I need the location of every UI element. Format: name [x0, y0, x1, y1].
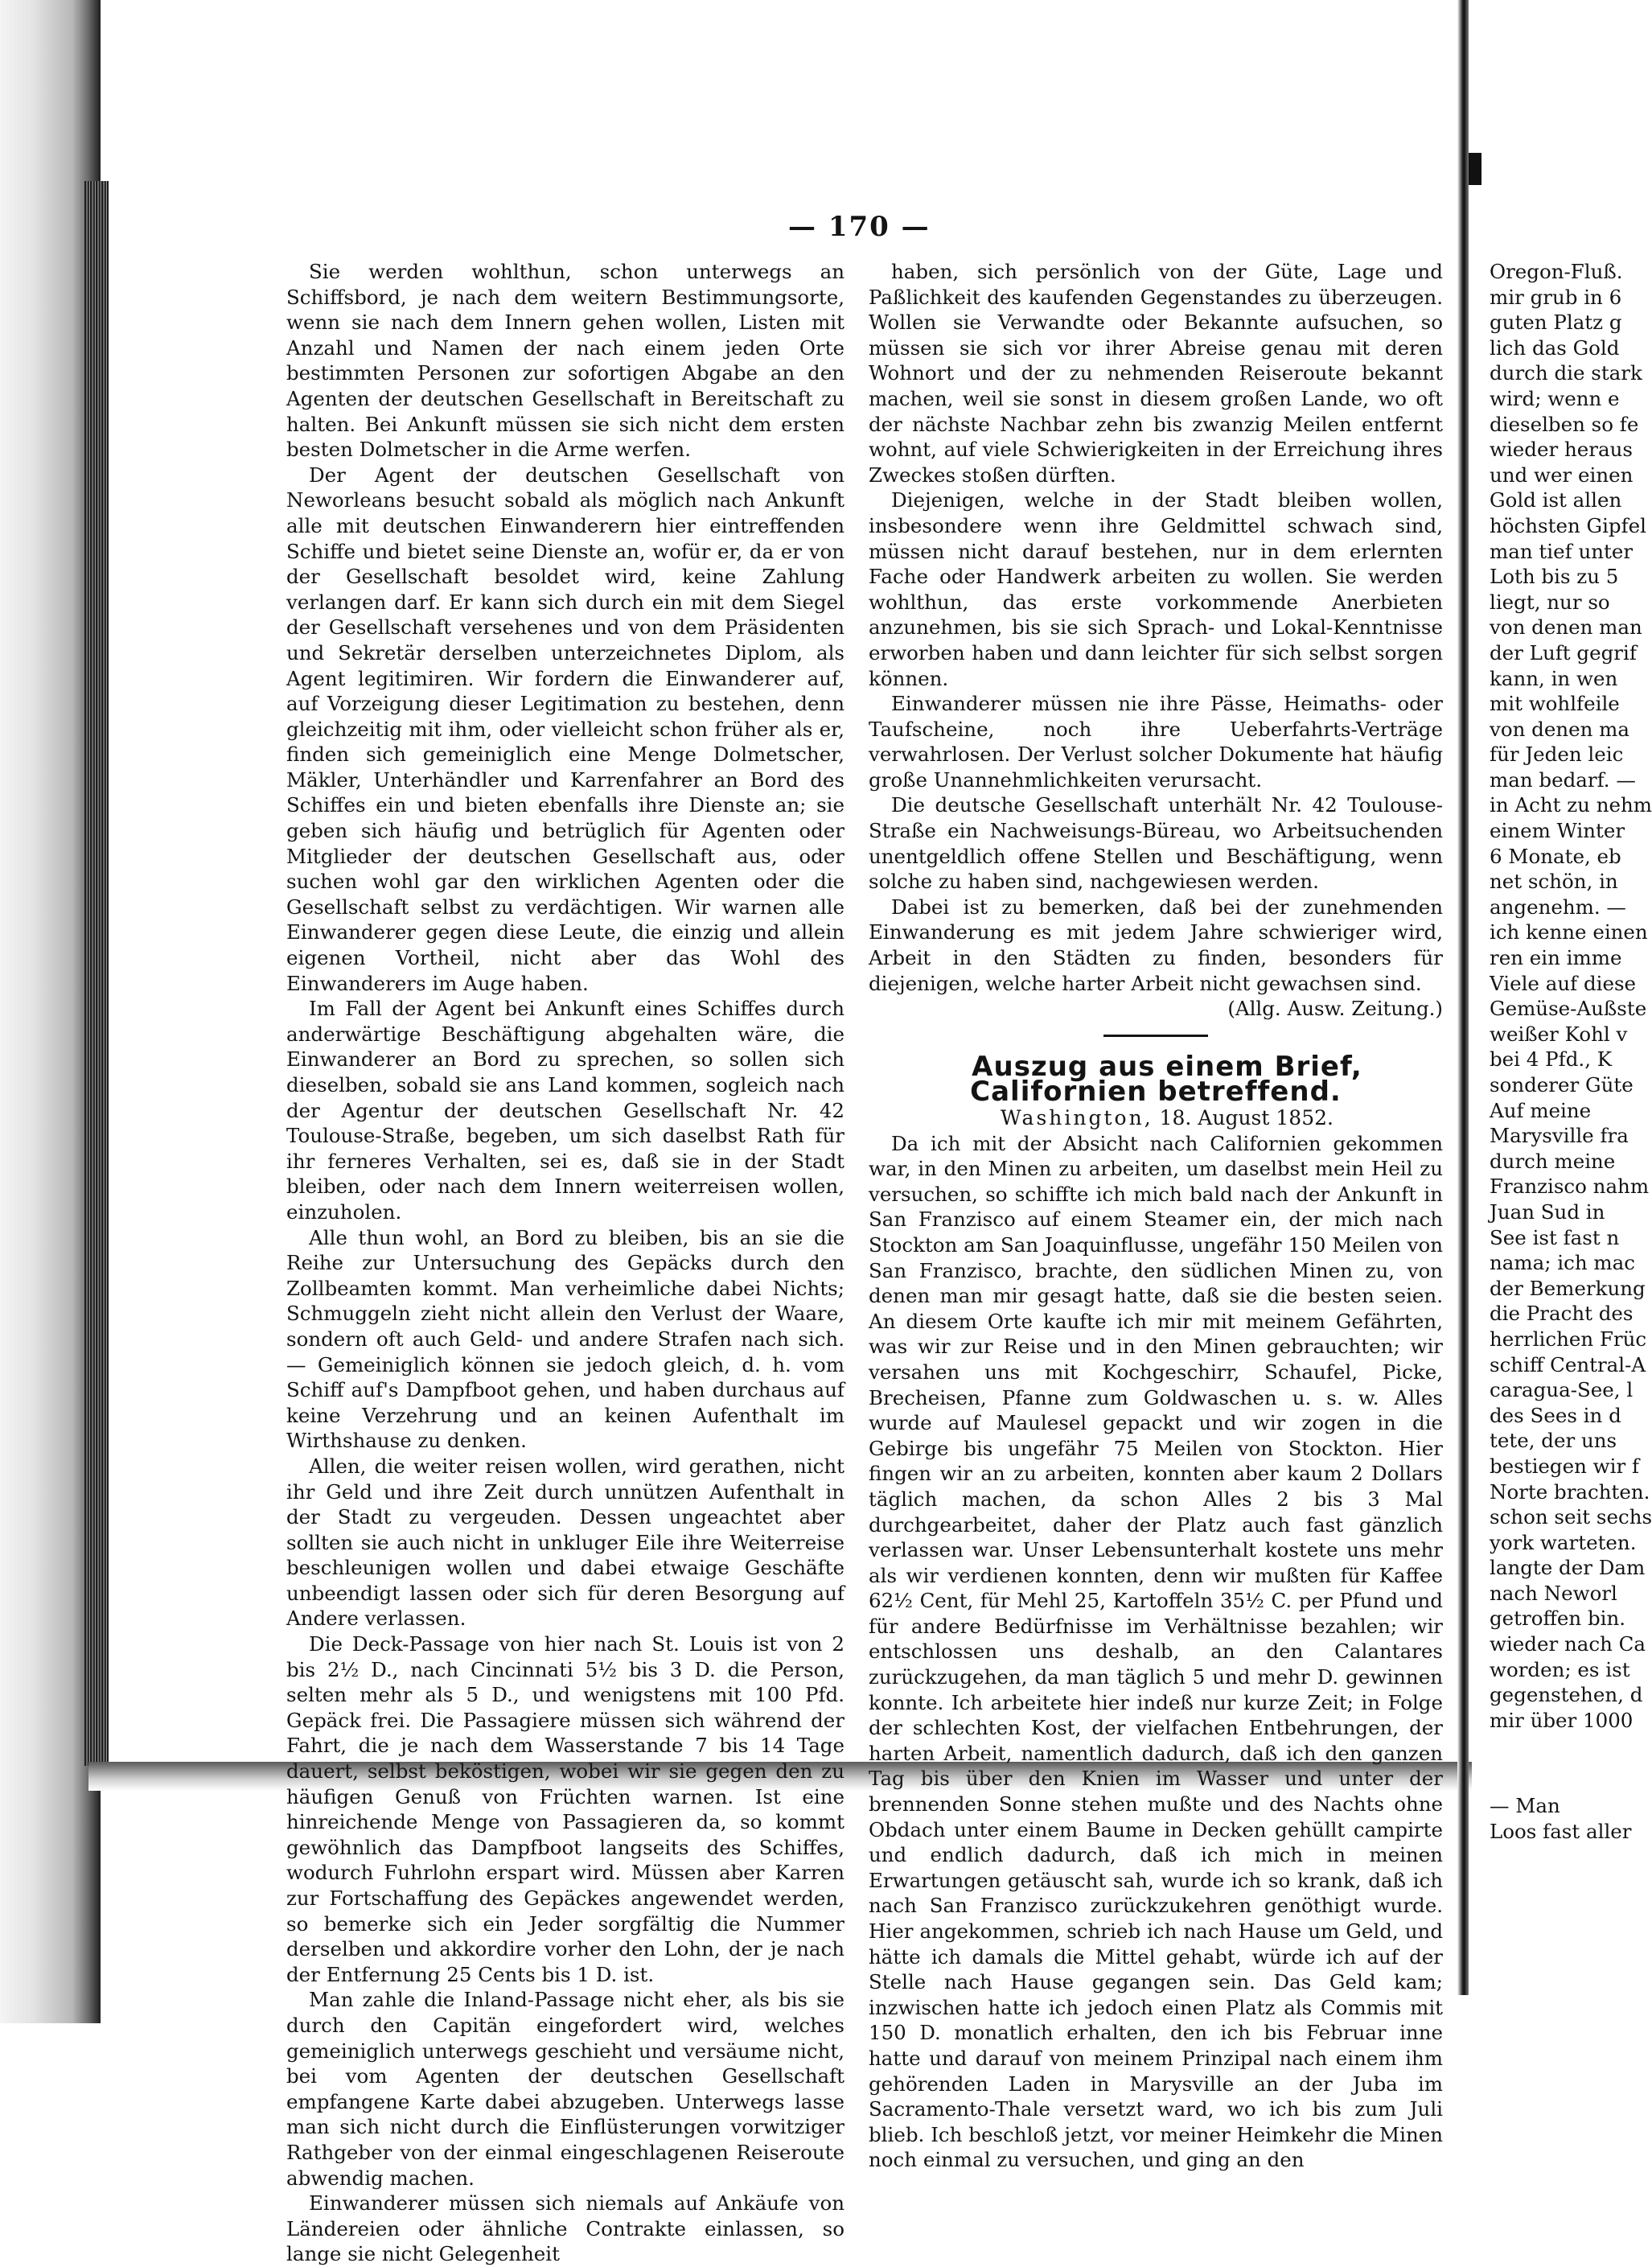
line: durch meine [1490, 1149, 1616, 1173]
line: weißer Kohl v [1490, 1022, 1628, 1046]
line: einem Winter [1490, 819, 1625, 843]
line: net schön, in [1490, 870, 1618, 894]
line: Auf meine [1490, 1098, 1592, 1122]
line: durch die stark [1490, 361, 1642, 385]
line: sonderer Güte [1490, 1073, 1634, 1096]
paragraph: Allen, die weiter reisen wollen, wird gerathen, nicht ihr Geld und ihre Zeit durch unnützen Aufenthalt in der Stadt zu vergeuden. Dessen ungeachtet aber sollten sie auch nicht in unkluger Eile ihre Weiterreise beschleunigen wollen und dabei etwaige Geschäfte unbeendigt lassen oder sich für deren Besorgung auf Andere verlassen. [286, 1454, 844, 1631]
line: 6 Monate, eb [1490, 844, 1621, 868]
spacer [1490, 1733, 1609, 1793]
paragraph: Alle thun wohl, an Bord zu bleiben, bis an sie die Reihe zur Untersuchung des Gepäcks durch den Zollbeamten kommt. Man verheimliche dabei Nichts; Schmuggeln zieht nicht allein den Verlust der Waare, sondern oft auch Geld- und andere Strafen nach sich. — Gemeiniglich können sie jedoch gleich, d. h. vom Schiff auf's Dampfboot gehen, und haben durchaus auf keine Verzehrung und an keinen Aufenthalt im Wirthshause zu denken. [286, 1225, 844, 1453]
paragraph: Die Deck-Passage von hier nach St. Louis ist von 2 bis 2½ D., nach Cincinnati 5½ bis 3 D. die Person, selten mehr als 5 D., und wenigstens mit 100 Pfd. Gepäck frei. Die Passagiere müssen sich während der Fahrt, die je nach dem Wasserstande 7 bis 14 Tage dauert, selbst beköstigen, wobei wir sie gegen den zu häufigen Genuß von Früchten warnen. Ist eine hinreichende Menge von Passagieren da, so kommt gewöhnlich das Dampfboot langseits des Schiffes, wodurch Fuhrlohn erspart wird. Müssen aber Karren zur Fortschaffung des Gepäckes angewendet werden, so bemerke sich ein Jeder sorgfältig die Nummer derselben und akkordire vorher den Lohn, der je nach der Entfernung 25 Cents bis 1 D. ist. [286, 1632, 844, 1986]
line: Norte brachten. [1490, 1479, 1650, 1504]
line: mir über 1000 [1490, 1708, 1634, 1732]
line: wird; wenn e [1490, 386, 1620, 410]
line: See ist fast n [1490, 1225, 1620, 1249]
line: liegt, nur so [1490, 590, 1610, 614]
line: Gold ist allen [1490, 488, 1622, 512]
page-edges [84, 181, 109, 1766]
line: schon seit sechs [1490, 1505, 1652, 1529]
line: getroffen bin. [1490, 1607, 1626, 1631]
line: bei 4 Pfd., K [1490, 1047, 1613, 1072]
line: tete, der uns [1490, 1429, 1617, 1453]
page-fold-top [1469, 153, 1481, 185]
line: in Acht zu nehm [1490, 793, 1652, 817]
line: — Man [1490, 1794, 1560, 1818]
line: für Jeden leic [1490, 743, 1624, 767]
page-number: — 170 — [788, 211, 931, 243]
line: man tief unter [1490, 539, 1634, 563]
dateline [869, 1105, 1443, 1131]
line: angenehm. — [1490, 895, 1626, 919]
page-fold [1457, 0, 1469, 1995]
dateline-date: 18. August 1852. [1159, 1106, 1334, 1129]
paragraph: Die deutsche Gesellschaft unterhält Nr. 42 Toulouse-Straße ein Nachweisungs-Büreau, wo Arbeitsuchenden unentgeldlich offene Stellen und Beschäftigung, wenn solche zu haben sind, nachgewiesen werden. [869, 793, 1443, 894]
line: und wer einen [1490, 463, 1634, 487]
line: herrlichen Früc [1490, 1327, 1647, 1351]
line: nama; ich mac [1490, 1251, 1635, 1275]
line: ich kenne einen [1490, 920, 1648, 944]
line: wieder heraus [1490, 438, 1633, 462]
line: Marysville fra [1490, 1124, 1629, 1148]
section-divider [1103, 1035, 1208, 1037]
paragraph: haben, sich persönlich von der Güte, Lage und Paßlichkeit des kaufenden Gegenstandes zu überzeugen. Wollen sie Verwandte oder Bekannte aufsuchen, so müssen sie sich vor ihrer Abreise genau mit deren Wohnort und der zu nehmenden Reiseroute bekannt machen, weil sie sonst in diesem großen Lande, wo oft der nächste Nachbar zehn bis zwanzig Meilen entfernt wohnt, auf viele Schwierigkeiten in der Erreichung ihres Zweckes stoßen dürften. [869, 260, 1443, 487]
paragraph: Einwanderer müssen nie ihre Pässe, Heimaths- oder Taufscheine, noch ihre Ueberfahrts-Verträge verwahrlosen. Der Verlust solcher Dokumente hat häufig große Unannehmlichkeiten verursacht. [869, 692, 1443, 792]
line: der Luft gegrif [1490, 640, 1637, 664]
paragraph: Man zahle die Inland-Passage nicht eher, als bis sie durch den Capitän eingefordert wird, welches gemeiniglich unterwegs geschieht und versäume nicht, bei vom Agenten der deutschen Gesellschaft empfangene Karte dabei abzugeben. Unterwegs lasse man sich nicht durch die Einflüsterungen vorwitziger Rathgeber von der einmal eingeschlagenen Reiseroute abwendig machen. [286, 1988, 844, 2190]
dateline-place: Washington, [1001, 1106, 1153, 1129]
line: Loos fast aller [1490, 1820, 1632, 1844]
paragraph: Diejenigen, welche in der Stadt bleiben wollen, insbesondere wenn ihre Geldmittel schwach sind, müssen nicht darauf bestehen, nur in dem erlernten Fache oder Handwerk arbeiten zu wollen. Sie werden wohlthun, das erste vorkommende Anerbieten anzunehmen, bis sie sich Sprach- und Lokal-Kenntnisse erworben haben und dann leichter für sich selbst sorgen können. [869, 488, 1443, 690]
line: höchsten Gipfel [1490, 513, 1647, 537]
line: Franzisco nahm [1490, 1175, 1650, 1199]
line: langte der Dam [1490, 1556, 1646, 1580]
line: man bedarf. — [1490, 767, 1636, 792]
paragraph: Einwanderer müssen sich niemals auf Ankäufe von Ländereien oder ähnliche Contrakte einlassen, so lange sie nicht Gelegenheit [286, 2191, 844, 2266]
line: caragua-See, l [1490, 1378, 1634, 1402]
line: die Pracht des [1490, 1302, 1634, 1326]
source-citation: (Allg. Ausw. Zeitung.) [1227, 997, 1443, 1021]
line: schiff Central-A [1490, 1352, 1646, 1376]
right-column-cutoff [1490, 259, 1652, 1845]
line: der Bemerkung [1490, 1276, 1646, 1300]
line: lich das Gold [1490, 335, 1620, 360]
line: Loth bis zu 5 [1490, 565, 1619, 589]
line: kann, in wen [1490, 666, 1618, 690]
line: ren ein imme [1490, 946, 1622, 970]
line: des Sees in d [1490, 1403, 1621, 1427]
line: mir grub in 6 [1490, 285, 1622, 309]
line: Oregon-Fluß. [1490, 260, 1623, 283]
paragraph: Der Agent der deutschen Gesellschaft von Neworleans besucht sobald als möglich nach Ankunft alle mit deutschen Einwanderern hier eintreffenden Schiffe und bietet seine Dienste an, wofür er, da er von der Gesellschaft besoldet wird, keine Zahlung verlangen darf. Er kann sich durch ein mit dem Siegel der Gesellschaft versehenes und von dem Präsidenten und Sekretär derselben unterzeichnetes Diplom, als Agent legitimiren. Wir fordern die Einwanderer auf, auf Vorzeigung dieser Legitimation zu bestehen, denn gleichzeitig mit ihm, oder vielleicht schon früher als er, finden sich gemeiniglich eine Menge Dolmetscher, Mäkler, Unterhändler und Karrenfahrer an Bord des Schiffes ein und bieten ebenfalls ihre Dienste an; sie geben sich häufig und betrüglich für Agenten oder Mitglieder der deutschen Gesellschaft aus, oder suchen wohl gar den wirklichen Agenten oder die Gesellschaft selbst zu verdächtigen. Wir warnen alle Einwanderer gegen diese Leute, die einzig und allein eigenen Vortheil, nicht aber das Wohl des Einwanderers im Auge haben. [286, 463, 844, 995]
paragraph: Sie werden wohlthun, schon unterwegs an Schiffsbord, je nach dem weitern Bestimmungsorte, wenn sie nach dem Innern gehen wollen, Listen mit Anzahl und Namen der nach einem jeden Orte bestimmten Personen zur sofortigen Abgabe an den Agenten der deutschen Gesellschaft in Bereitschaft zu halten. Bei Ankunft müssen sie sich nicht dem ersten besten Dolmetscher in die Arme werfen. [286, 260, 844, 462]
line: wieder nach Ca [1490, 1632, 1646, 1656]
line: guten Platz g [1490, 311, 1622, 335]
line: bestiegen wir f [1490, 1454, 1640, 1478]
middle-column [869, 259, 1443, 2173]
line: york warteten. [1490, 1530, 1637, 1554]
line: nach Neworl [1490, 1581, 1617, 1605]
line: von denen man [1490, 615, 1642, 640]
left-column [286, 259, 844, 2267]
line: Gemüse-Außste [1490, 997, 1647, 1021]
line: Viele auf diese [1490, 971, 1637, 995]
article-heading: Auszug aus einem Brief, Californien betreffend. [970, 1050, 1362, 1109]
paragraph: Dabei ist zu bemerken, daß bei der zunehmenden Einwanderung es mit jedem Jahre schwieriger wird, Arbeit in den Städten zu finden, besonders für diejenigen, welche harter Arbeit nicht gewachsen sind. [869, 895, 1443, 995]
line: gegenstehen, d [1490, 1683, 1643, 1707]
paragraph: Im Fall der Agent bei Ankunft eines Schiffes durch anderwärtige Beschäftigung abgehalten wäre, die Einwanderer an Bord zu sprechen, so sollen sich dieselben, sobald sie ans Land kommen, sogleich nach der Agentur der deutschen Gesellschaft Nr. 42 Toulouse-Straße, begeben, um sich daselbst Rath für ihr ferneres Verhalten, sei es, daß sie in der Stadt bleiben, oder nach dem Innern weiterreisen wollen, einzuholen. [286, 997, 844, 1224]
line: mit wohlfeile [1490, 692, 1620, 716]
line: von denen ma [1490, 717, 1630, 741]
paragraph: Da ich mit der Absicht nach Californien gekommen war, in den Minen zu arbeiten, um daselbst mein Heil zu versuchen, so schiffte ich mich bald nach der Ankunft in San Franzisco auf einem Steamer ein, der mich nach Stockton am San Joaquinflusse, ungefähr 150 Meilen von San Franzisco, brachte, den südlichen Minen zu, von denen man mir gesagt hatte, daß sie die besten seien. An diesem Orte kaufte ich mir mit meinem Gefährten, was wir zur Reise und in den Minen gebrauchten; wir versahen uns mit Kochgeschirr, Schaufel, Picke, Brecheisen, Pfanne zum Goldwaschen u. s. w. Alles wurde auf Maulesel gepackt und wir zogen in die Gebirge bis ungefähr 75 Meilen von Stockton. Hier fingen wir an zu arbeiten, konnten aber kaum 2 Dollars täglich machen, da schon Alles 2 bis 3 Mal durchgearbeitet, daher der Platz auch fast gänzlich verlassen war. Unser Lebensunterhalt kostete uns mehr als wir verdienen konnten, denn wir mußten für Kaffee 62½ Cent, für Mehl 25, Kartoffeln 35½ C. per Pfund und für andere Bedürfnisse im Verhältnisse bezahlen; wir entschlossen uns deshalb, an den Calantares zurückzugehen, da man täglich 5 und mehr D. gewinnen konnte. Ich arbeitete hier indeß nur kurze Zeit; in Folge der schlechten Kost, der vielfachen Entbehrungen, der harten Arbeit, namentlich dadurch, daß ich den ganzen Tag bis über den Knien im Wasser und unter der brennenden Sonne stehen mußte und des Nachts ohne Obdach unter einem Baume in Decken gehüllt campirte und endlich dadurch, daß ich mich in meinen Erwartungen getäuscht sah, wurde ich so krank, daß ich nach San Franzisco zurückzukehren genöthigt wurde. Hier angekommen, schrieb ich nach Hause um Geld, und hätte ich damals die Mittel gehabt, würde ich auf der Stelle nach Hause gegangen sein. Das Geld kam; inzwischen hatte ich jedoch einen Platz als Commis mit 150 D. monatlich erhalten, den ich bis Februar inne hatte und darauf von meinem Prinzipal nach einem ihm gehörenden Laden in Marysville an der Juba im Sacramento-Thale versetzt ward, wo ich bis zum Juli blieb. Ich beschloß jetzt, vor meiner Heimkehr die Minen noch einmal zu versuchen, und ging an den [869, 1131, 1443, 2172]
line: dieselben so fe [1490, 412, 1639, 436]
line: worden; es ist [1490, 1657, 1630, 1681]
line: Juan Sud in [1490, 1199, 1605, 1224]
